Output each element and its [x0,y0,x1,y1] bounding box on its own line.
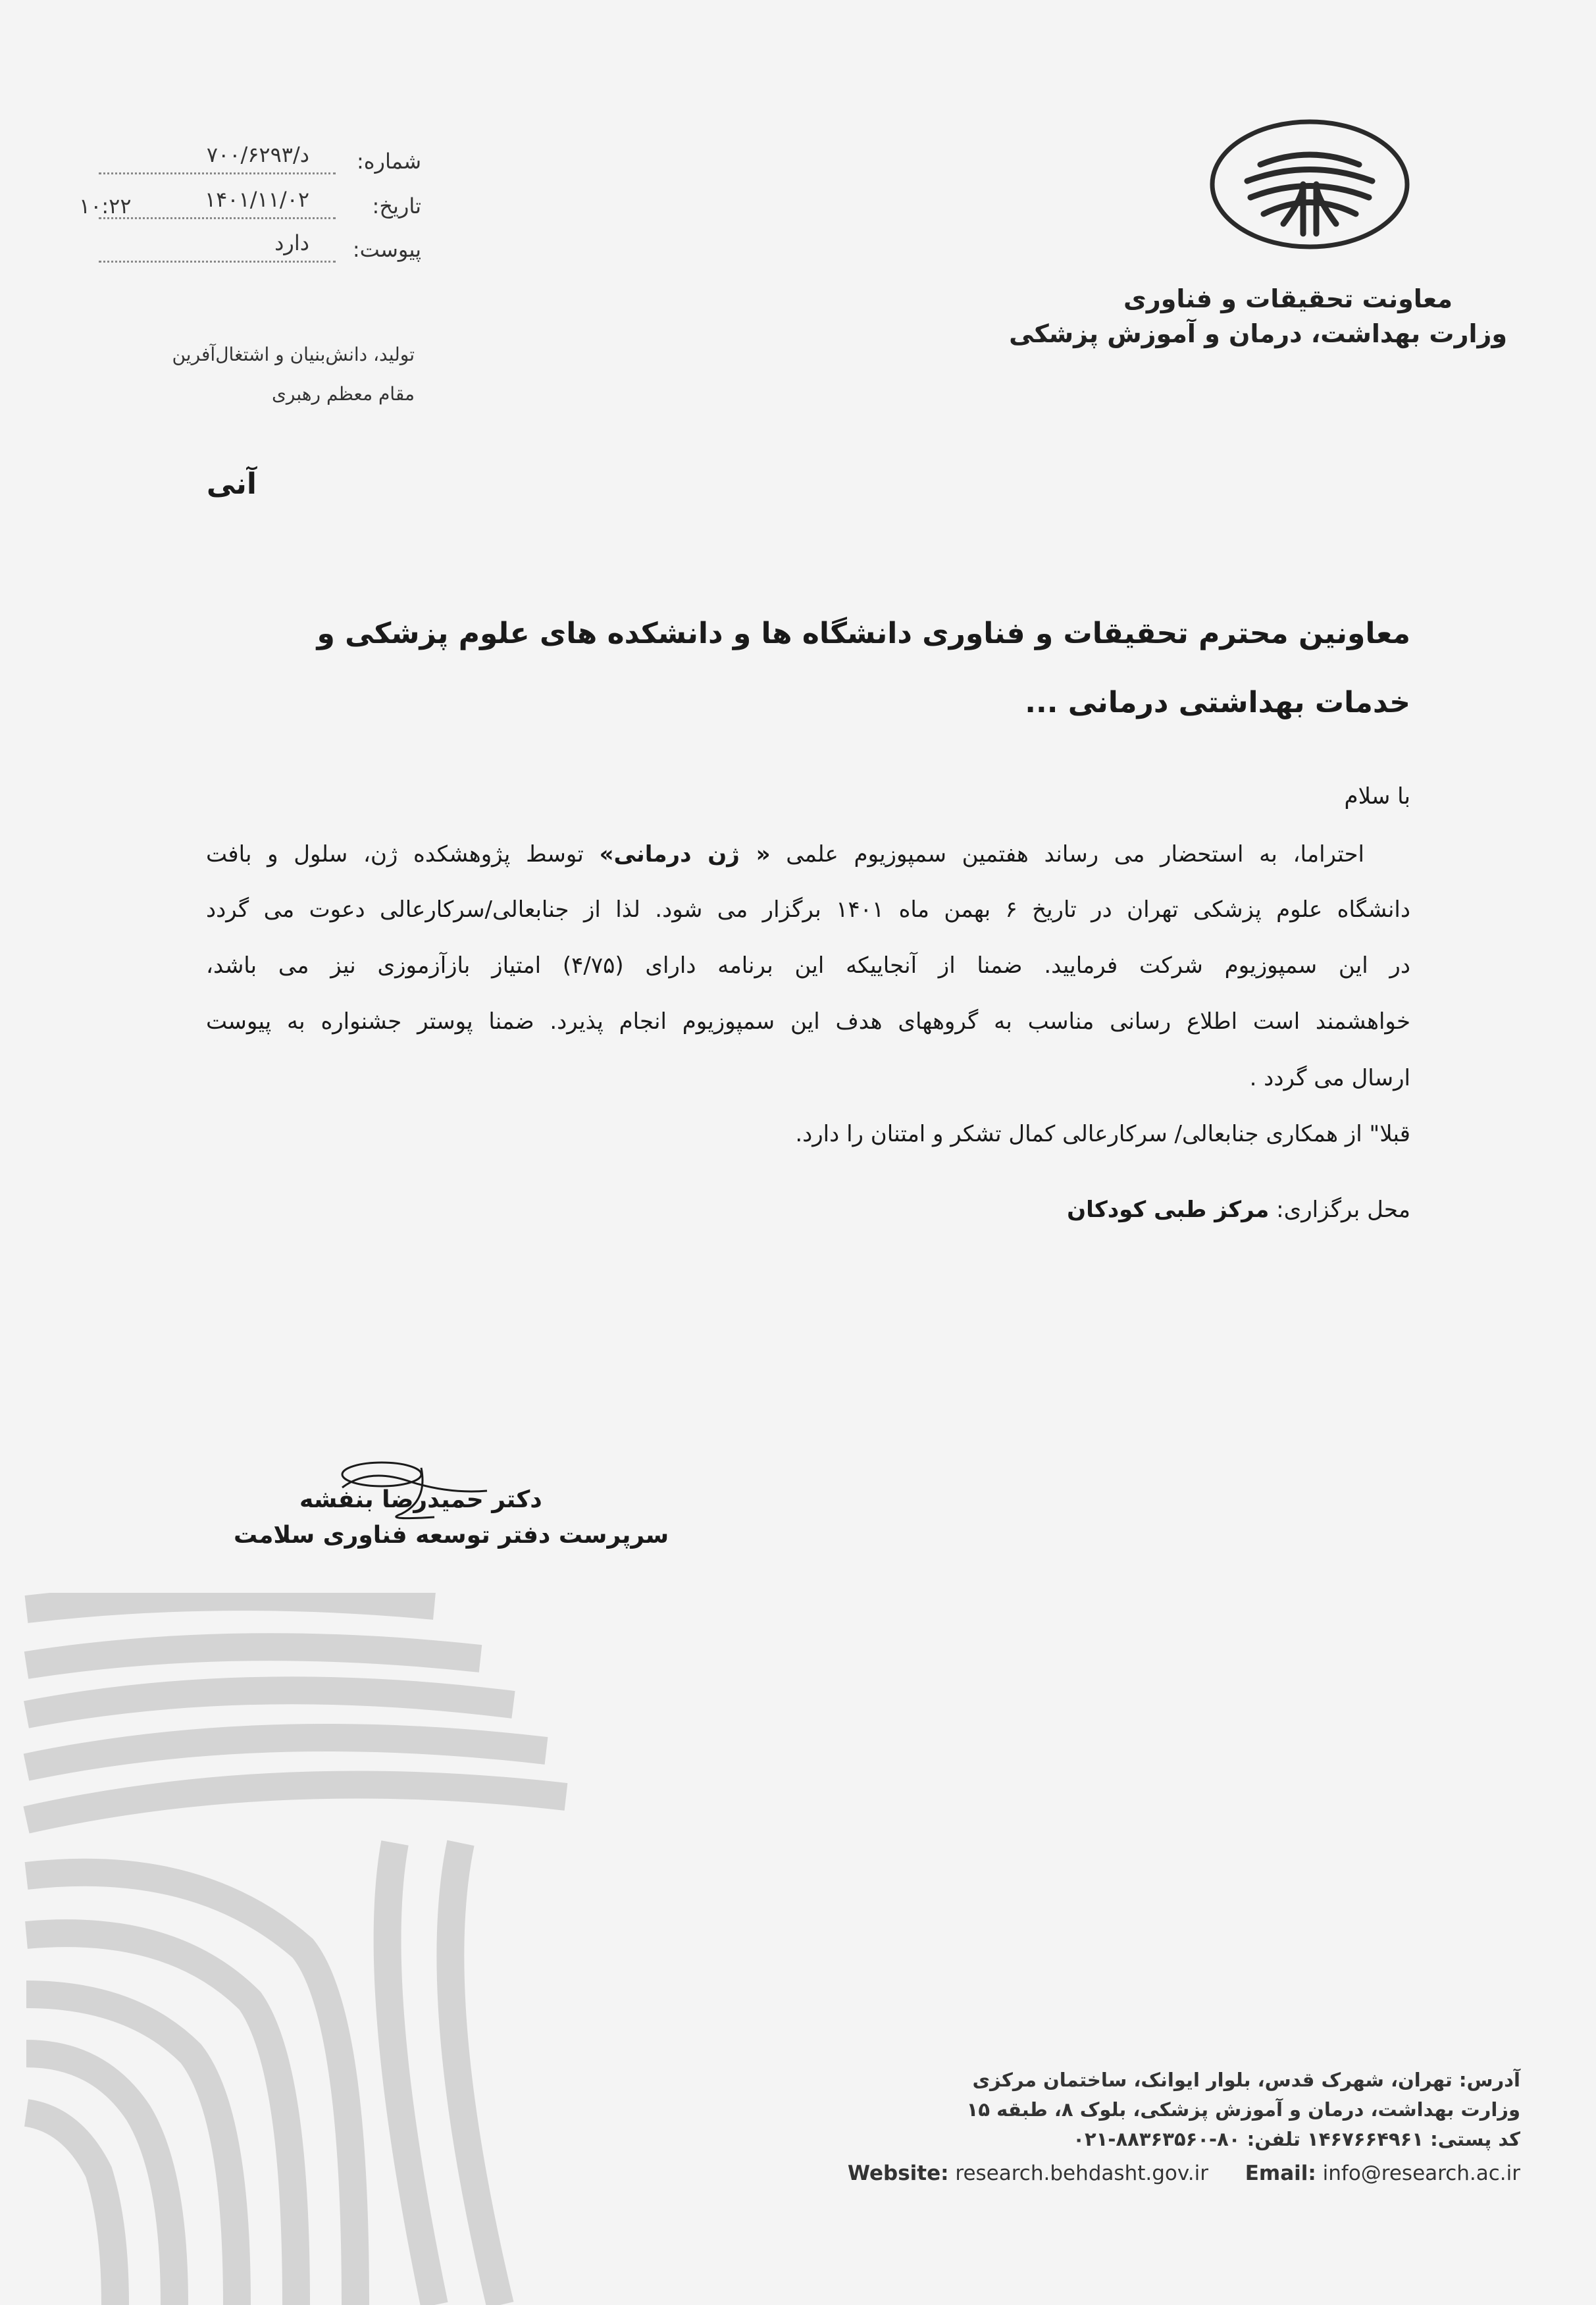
ministry-name: وزارت بهداشت، درمان و آموزش پزشکی [1009,319,1507,348]
thanks-line: قبلا" از همکاری جنابعالی/ سرکارعالی کمال تشکر و امتنان را دارد. [795,1121,1410,1147]
footer-address-line: آدرس: تهران، شهرک قدس، بلوار ایوانک، ساختمان مرکزی [972,2069,1520,2091]
date-value: ۱۴۰۱/۱۱/۰۲ [204,187,309,212]
footer-postal-phone: کد پستی: ۱۴۶۷۶۶۴۹۶۱ تلفن: ۸۰-۸۸۳۶۳۵۶۰-۰۲۱ [1073,2128,1520,2150]
number-value: د/۷۰۰/۶۲۹۳ [206,142,309,167]
logo-watermark-icon [0,1593,592,2305]
symposium-name: « ژن درمانی» [599,841,771,868]
date-label: تاریخ: [372,194,421,219]
website-link[interactable]: research.behdasht.gov.ir [955,2162,1209,2185]
email-label: Email: [1245,2162,1316,2185]
recipient-heading: معاونین محترم تحقیقات و فناوری دانشگاه ها و دانشکده های علوم پزشکی و خدمات بهداشتی درمانی ... [317,617,1410,719]
motto-text: تولید، دانش‌بنیان و اشتغال‌آفرین [172,344,415,365]
attachment-label: پیوست: [352,237,421,262]
urgency-label: آنی [206,467,257,501]
body-line: احتراما، به استحضار می رساند هفتمین سمپوزیوم علمی « ژن درمانی» توسط پژوهشکده ژن، سلول و بافت [206,841,1365,868]
number-label: شماره: [356,149,421,174]
venue-line [1067,1197,1410,1223]
attachment-row [72,230,421,269]
signer-name: دکتر حمیدرضا بنفشه [299,1486,542,1513]
body-line: در این سمپوزیوم شرکت فرمایید. ضمنا از آنجاییکه این برنامه دارای (۴/۷۵) امتیاز بازآزموزی نیز می باشد، [206,952,1410,979]
venue-value: مرکز طبی کودکان [1067,1197,1270,1223]
body-line: ارسال می گردد . [1249,1065,1410,1091]
footer-address-line: وزارت بهداشت، درمان و آموزش پزشکی، بلوک ۸، طبقه ۱۵ [966,2098,1520,2121]
footer-contact [848,2162,1520,2185]
time-value: ۱۰:۲۲ [79,194,132,219]
motto-source: مقام معظم رهبری [271,383,415,405]
website-label: Website: [847,2162,949,2185]
body-line: خواهشمند است اطلاع رسانی مناسب به گروههای هدف این سمپوزیوم انجام پذیرد. ضمنا پوستر جشنواره به پیوست [206,1008,1410,1035]
org-name: معاونت تحقیقات و فناوری [1123,284,1453,313]
body-line: دانشگاه علوم پزشکی تهران در تاریخ ۶ بهمن ماه ۱۴۰۱ برگزار می شود. لذا از جنابعالی/سرکارعالی دعوت می گردد [206,896,1410,923]
venue-label: محل برگزاری: [1276,1197,1410,1223]
signer-title: سرپرست دفتر توسعه فناوری سلامت [234,1522,669,1549]
letter-date-row [72,187,421,225]
attachment-value: دارد [274,230,309,255]
greeting: با سلام [1344,783,1410,810]
letter-number-row [72,142,421,180]
ministry-logo-icon [1204,118,1415,276]
email-link[interactable]: info@research.ac.ir [1322,2162,1520,2185]
